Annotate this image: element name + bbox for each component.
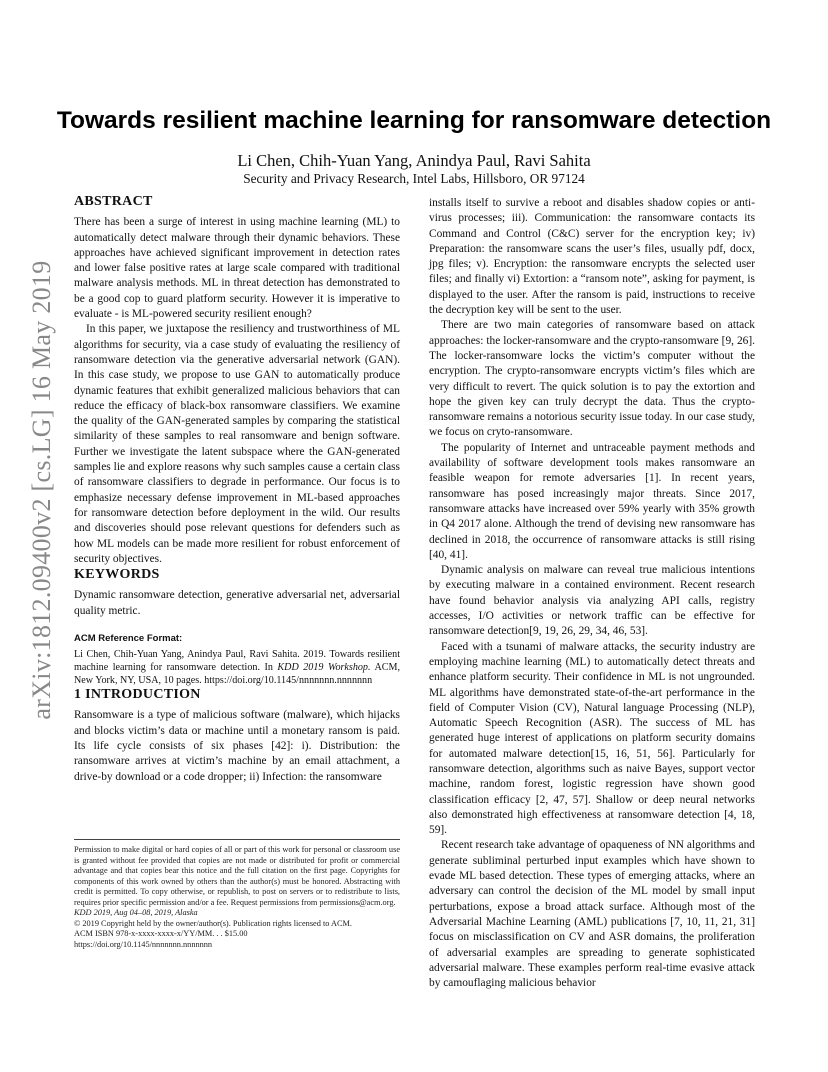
doi-link[interactable]: https://doi.org/10.1145/nnnnnnn.nnnnnnn — [74, 939, 213, 949]
keywords-heading: KEYWORDS — [74, 567, 160, 583]
intro-paragraph-6: Recent research take advantage of opaqueness of NN algorithms and generate subliminal perturbed input examples which have shown to evade ML based detection. These types of emerging attacks, where an adversary can control the decision of the ML model by small input perturbations, expose a broad attack surface. Although most of the Adversarial Machine Learning (AML) publications [7, 10, 11, 21, 31] focus on misclassification on CV and ASR domains, the proliferation of adversarial examples are spreading to generate sophisticated adversarial malware. These examples perform real-time evasive attack by camouflaging malicious behavior — [429, 839, 755, 990]
intro-paragraph-4: Dynamic analysis on malware can reveal true malicious intentions by executing malware in a contained environment. Recent research have found behavior analysis via analyzing API calls, registry accesses, I/O activities or network traffic can be effective for ransomware detection[9, 19, 26, 29, 34, 46, 53]. — [429, 564, 755, 638]
arxiv-stamp-text: arXiv:1812.09400v2 [cs.LG] 16 May 2019 — [27, 260, 56, 720]
footnote-divider — [74, 839, 400, 840]
acm-reference-heading: ACM Reference Format: — [74, 633, 183, 645]
acm-reference-pre: Li Chen, Chih-Yuan Yang, Anindya Paul, Ravi Sahita. 2019. Towards resilient machine learning for ransomware detection. In — [74, 649, 400, 673]
permission-notice: Permission to make digital or hard copies of all or part of this work for personal or classroom use is granted without fee provided that copies are not made or distributed for profit or commercial advantage and that copies bear this notice and the full citation on the first page. Copyrights for components of this work owned by others than the author(s) must be honored. Abstracting with credit is permitted. To copy otherwise, or republish, to post on servers or to redistribute to lists, requires prior specific permission and/or a fee. Request permissions from permissions@acm.org. — [74, 845, 400, 907]
right-column — [429, 196, 755, 991]
intro-paragraph-1-end: installs itself to survive a reboot and disables shadow copies or anti-virus processes; iii). Communication: the ransomware contacts its Command and Control (C&C) server for the encryption key; iv) Preparation: the ransomware scans the user’s files, usually pdf, docx, jpg files; v). Encryption: the ransomware encrypts the selected user files; and finally vi) Extortion: a “ransom note”, asking for payment, is displayed to the user. After the ransom is paid, instructions to receive the decryption key will be sent to the user. — [429, 197, 755, 317]
intro-paragraph-1-start: Ransomware is a type of malicious software (malware), which hijacks and blocks victim’s data or machine until a monetary ransom is paid. Its life cycle consists of six phases [42]: i). Distribution: the ransomware arrives at victim’s machine by an email attachment, a drive-by download or a code dropper; ii) Infection: the ransomware — [74, 709, 400, 783]
conference-venue: KDD 2019, Aug 04–08, 2019, Alaska — [74, 908, 198, 917]
paper-title: Towards resilient machine learning for ransomware detection — [56, 107, 772, 134]
abstract-paragraph-1: There has been a surge of interest in using machine learning (ML) to automatically detect malware through their dynamic behaviors. These approaches have achieved significant improvement in detection rates and lower false positive rates at large scale compared with traditional malware analysis methods. ML in threat detection has demonstrated to be a good cop to guard platform security. However it is imperative to evaluate - is ML-powered security resilient enough? — [74, 216, 400, 321]
acm-reference-venue: KDD 2019 Workshop. — [277, 661, 371, 673]
intro-paragraph-3: The popularity of Internet and untraceable payment methods and availability of software development tools makes ransomware an feasible weapon for remote adversaries [1]. In recent years, ransomware has posed increasingly major threats. Since 2017, ransomware attacks have increased over 59% yearly with 35% growth in Q4 2017 alone. Although the trend of devising new ransomware has declined in 2018, the occurrence of ransomware attacks is still rising [40, 41]. — [429, 441, 755, 561]
copyright-line: © 2019 Copyright held by the owner/author(s). Publication rights licensed to ACM. — [74, 918, 352, 928]
abstract-paragraph-2: In this paper, we juxtapose the resiliency and trustworthiness of ML algorithms for security, via a case study of evaluating the resiliency of ransomware detection via the generative adversarial network (GAN). In this case study, we propose to use GAN to automatically produce dynamic features that exhibit generalized malicious behaviors that can reduce the efficacy of black-box ransomware classifiers. We examine the quality of the GAN-generated samples by comparing the statistical similarity of these samples to real ransomware and benign software. Further we investigate the latent subspace where the GAN-generated samples lie and explore reasons why such samples cause a certain class of ransomware classifiers to degrade in performance. Our focus is to emphasize necessary defense improvement in ML-based approaches for ransomware detection before deployment in the wild. Our results and discoveries should pose relevant questions for defenders such as how ML models can be made more resilient for robust enforcement of security objectives. — [74, 323, 400, 565]
arxiv-stamp — [22, 260, 62, 720]
acm-reference-post: ACM, New York, NY, USA, 10 pages. https://doi.org/10.1145/nnnnnnn.nnnnnnn — [74, 661, 400, 686]
intro-paragraph-2: There are two main categories of ransomware based on attack approaches: the locker-ransomware and the crypto-ransomware [9, 26]. The locker-ransomware locks the victim’s computer without the encryption. The crypto-ransomware encrypts victim’s files which are very difficult to revert. The quick solution is to pay the extortion and hope the given key can truly decrypt the data. Thus the crypto-ransomware remains a notorious security issue today. In our case study, we focus on cryto-ransomware. — [429, 319, 755, 439]
isbn-line: ACM ISBN 978-x-xxxx-xxxx-x/YY/MM. . . $15.00 — [74, 929, 248, 938]
intro-paragraph-5: Faced with a tsunami of malware attacks, the security industry are employing machine learning (ML) to automatically detect threats and enhance platform security. Their confidence in ML is not ungrounded. ML algorithms have demonstrated state-of-the-art performance in the field of Computer Vision (CV), Natural language Processing (NLP), Automatic Speech Recognition (ASR). The success of ML has generated huge interest of applications on platform security domains for automated malware detection[15, 16, 51, 56]. Particularly for ransomware detection, algorithms such as naive Bayes, support vector machine, random forest, logistic regression have shown good classification efficacy [2, 47, 57]. Shallow or deep neural networks also demonstrated high effectiveness at ransomware detection [4, 18, 59]. — [429, 640, 755, 837]
author-list: Li Chen, Chih-Yuan Yang, Anindya Paul, Ravi Sahita — [237, 151, 591, 170]
left-column — [74, 194, 400, 785]
copyright-footnote — [74, 839, 400, 950]
introduction-heading: 1 INTRODUCTION — [74, 687, 201, 703]
abstract-heading: ABSTRACT — [74, 194, 153, 209]
acm-reference-text — [74, 649, 400, 687]
affiliation: Security and Privacy Research, Intel Labs, Hillsboro, OR 97124 — [243, 171, 585, 186]
keywords-text: Dynamic ransomware detection, generative adversarial net, adversarial quality metric. — [74, 589, 400, 617]
